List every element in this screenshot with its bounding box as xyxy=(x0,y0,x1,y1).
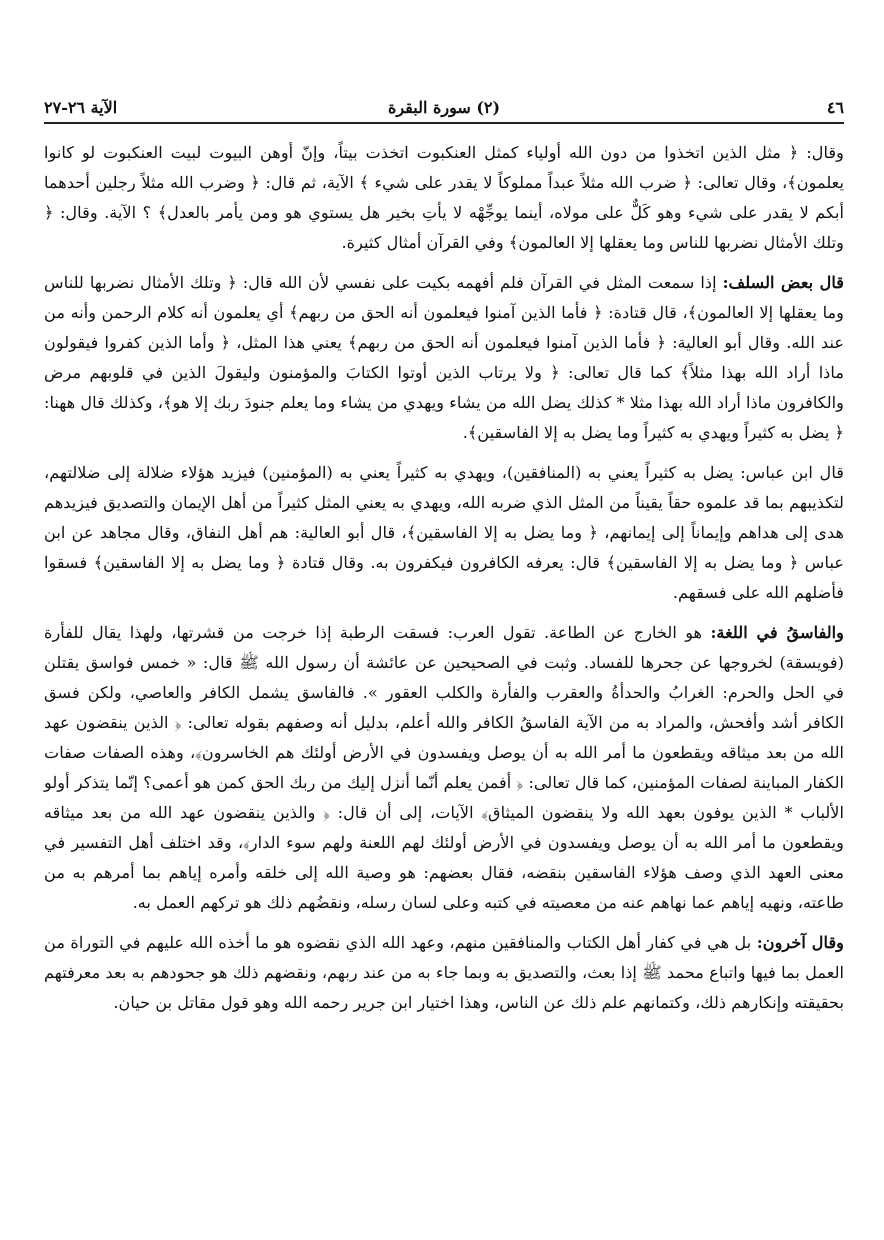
paragraph-text: إذا سمعت المثل في القرآن فلم أفهمه بكيت على نفسي لأن الله قال: ﴿ وتلك الأمثال نضربها للناس وما يعقلها إلا العالمون﴾، قال قتادة: ﴿ فأما الذين آمنوا فيعلمون أنه الحق من ربهم﴾ أي يعلمون أنه كلام الرحمن وأنه من عند الله. وقال أبو العالية: ﴿ فأما الذين آمنوا فيعلمون أنه الحق من ربهم﴾ يعني هذا المثل، ﴿ وأما الذين كفروا فيقولون ماذا أراد الله بهذا مثلاً﴾ كما قال تعالى: ﴿ ولا يرتاب الذين أوتوا الكتابَ والمؤمنون وليقولَ الذين في قلوبهم مرض والكافرون ماذا أراد الله بهذا مثلا * كذلك يضل الله من يشاء ويهدي من يشاء وما يعلم جنودَ ربك إلا هو﴾، وكذلك قال ههنا: ﴿ يضل به كثيراً ويهدي به كثيراً وما يضل به إلا الفاسقين﴾. xyxy=(44,273,844,442)
paragraph-lead: قال بعض السلف: xyxy=(722,273,845,292)
paragraph-lead: والفاسقُ في اللغة: xyxy=(710,623,845,642)
paragraph xyxy=(44,618,844,918)
ayah-range: الآية ٢٦-٢٧ xyxy=(44,98,118,117)
page-number: ٤٦ xyxy=(826,98,844,117)
paragraph xyxy=(44,928,844,1018)
paragraph-lead: وقال آخرون: xyxy=(756,933,844,952)
paragraph-text: بل هي في كفار أهل الكتاب والمنافقين منهم، وعهد الله الذي نقضوه هو ما أخذه الله عليهم في التوراة من العمل بما فيها واتباع محمد ﷺ إذا بعث، والتصديق به وبما جاء به من عند ربهم، ونقضهم ذلك هو جحودهم به بعد معرفتهم بحقيقته وإنكارهم ذلك، وكتمانهم علم ذلك عن الناس، وهذا اختيار ابن جرير رحمه الله وهو قول مقاتل بن حيان. xyxy=(44,933,844,1012)
paragraph xyxy=(44,138,844,258)
page-header xyxy=(44,92,844,124)
book-page xyxy=(44,92,844,1212)
surah-title: (٢) سورة البقرة xyxy=(387,98,501,117)
paragraph-text: وقال: ﴿ مثل الذين اتخذوا من دون الله أولياء كمثل العنكبوت اتخذت بيتاً، وإنّ أوهن البيوت لبيت العنكبوت لو كانوا يعلمون﴾، وقال تعالى: ﴿ ضرب الله مثلاً عبداً مملوكاً لا يقدر على شيء ﴾ الآية، ثم قال: ﴿ وضرب الله مثلاً رجلين أحدهما أبكم لا يقدر على شيء وهو كَلٌّ على مولاه، أينما يوجِّهْه لا يأتِ بخير هل يستوي هو ومن يأمر بالعدل﴾ ؟ الآية. وقال: ﴿ وتلك الأمثال نضربها للناس وما يعقلها إلا العالمون﴾ وفي القرآن أمثال كثيرة. xyxy=(44,143,844,252)
paragraph-text: هو الخارج عن الطاعة. تقول العرب: فسقت الرطبة إذا خرجت من قشرتها، ولهذا يقال للفأرة (فويسقة) لخروجها عن جحرها للفساد. وثبت في الصحيحين عن عائشة أن رسول الله ﷺ قال: « خمس فواسق يقتلن في الحل والحرم: الغرابُ والحدأةُ والعقرب والفأرة والكلب العقور ». فالفاسق يشمل الكافر والعاصي، ولكن فسق الكافر أشد وأفحش، والمراد به من الآية الفاسقُ الكافر والله أعلم، بدليل أنه وصفهم بقوله تعالى: ﴿ الذين ينقضون عهد الله من بعد ميثاقه ويقطعون ما أمر الله به أن يوصل ويفسدون في الأرض أولئك هم الخاسرون﴾، وهذه الصفات صفات الكفار المباينة لصفات المؤمنين، كما قال تعالى: ﴿ أفمن يعلم أنّما أنزل إليك من ربك الحق كمن هو أعمى؟ إنّما يتذكر أولو الألباب * الذين يوفون بعهد الله ولا ينقضون الميثاق﴾ الآيات، إلى أن قال: ﴿ والذين ينقضون عهد الله من بعد ميثاقه ويقطعون ما أمر الله به أن يوصل ويفسدون في الأرض أولئك لهم اللعنة ولهم سوء الدار﴾، وقد اختلف أهل التفسير في معنى العهد الذي وصف هؤلاء الفاسقين بنقضه، فقال بعضهم: هو وصية الله إلى خلقه وأمره إياهم بما أمرهم به من طاعته، ونهيه إياهم عما نهاهم عنه من معصيته في كتبه وعلى لسان رسله، ونقضُهم ذلك هو تركهم العمل به. xyxy=(44,623,844,912)
paragraph xyxy=(44,268,844,448)
paragraph xyxy=(44,458,844,608)
paragraph-text: قال ابن عباس: يضل به كثيراً يعني به (المنافقين)، ويهدي به كثيراً يعني به (المؤمنين) فيزيد هؤلاء ضلالة إلى ضلالتهم، لتكذيبهم بما قد علموه حقاً يقيناً من المثل الذي ضربه الله، ويهدي به يعني المثل كثيراً من أهل الإيمان والتصديق فيزيدهم هدى إلى هداهم وإيماناً إلى إيمانهم، ﴿ وما يضل به إلا الفاسقين﴾، قال أبو العالية: هم أهل النفاق، وقال مجاهد عن ابن عباس ﴿ وما يضل به إلا الفاسقين﴾ قال: يعرفه الكافرون فيكفرون به. وقال قتادة ﴿ وما يضل به إلا الفاسقين﴾ فسقوا فأضلهم الله على فسقهم. xyxy=(44,463,844,602)
commentary-body xyxy=(44,138,844,1018)
